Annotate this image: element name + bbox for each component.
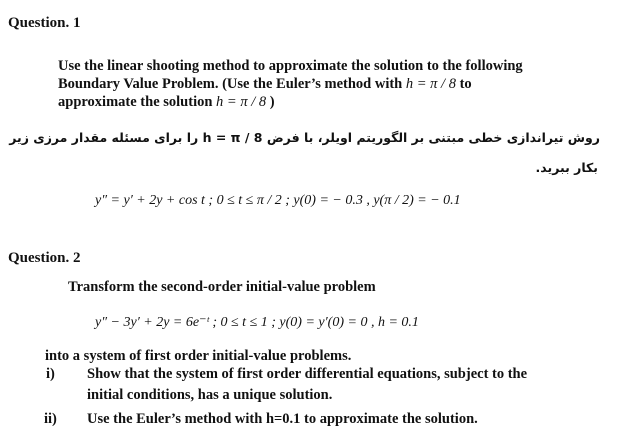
q1-line3-step-size: h = π / 8	[216, 94, 267, 110]
q1-line2-step-size: h = π / 8	[405, 76, 456, 92]
q1-line2-prefix: Boundary Value Problem. (Use the Euler’s method with	[58, 76, 406, 92]
q2-item-ii-label: ii)	[44, 411, 57, 427]
q1-text-line-2	[58, 75, 472, 93]
q1-line2-suffix: to	[455, 76, 472, 92]
q1-line3-prefix: approximate the solution	[58, 94, 217, 110]
q1-bvp-equation: y″ = y′ + 2y + cos t ; 0 ≤ t ≤ π / 2 ; y(0) = − 0.3 , y(π / 2) = − 0.1	[95, 193, 461, 208]
question-2-title: Question. 2	[8, 250, 81, 266]
q1-text-line-3	[58, 93, 275, 111]
q1-line3-suffix: )	[266, 94, 275, 110]
question-1-title: Question. 1	[8, 15, 81, 31]
q2-ivp-equation: y″ − 3y′ + 2y = 6e⁻ᵗ ; 0 ≤ t ≤ 1 ; y(0) = y′(0) = 0 , h = 0.1	[95, 315, 419, 330]
q2-item-i-line-2: initial conditions, has a unique solution.	[87, 387, 333, 403]
q2-into-system: into a system of first order initial-value problems.	[45, 348, 352, 364]
q1-persian-line-2: بکار ببرید.	[535, 160, 598, 175]
q1-text-line-1: Use the linear shooting method to approximate the solution to the following	[58, 58, 523, 74]
q2-item-ii-line-1: Use the Euler’s method with h=0.1 to approximate the solution.	[87, 411, 478, 427]
q2-item-i-label: i)	[46, 366, 55, 382]
q2-item-i-line-1: Show that the system of first order differential equations, subject to the	[87, 366, 528, 382]
q1-persian-line-1: روش تیراندازی خطی مبتنی بر الگوریتم اویلر، با فرض h = π / 8 را برای مسئله مقدار مرزی زیر	[9, 130, 600, 145]
q2-intro: Transform the second-order initial-value problem	[68, 279, 376, 295]
